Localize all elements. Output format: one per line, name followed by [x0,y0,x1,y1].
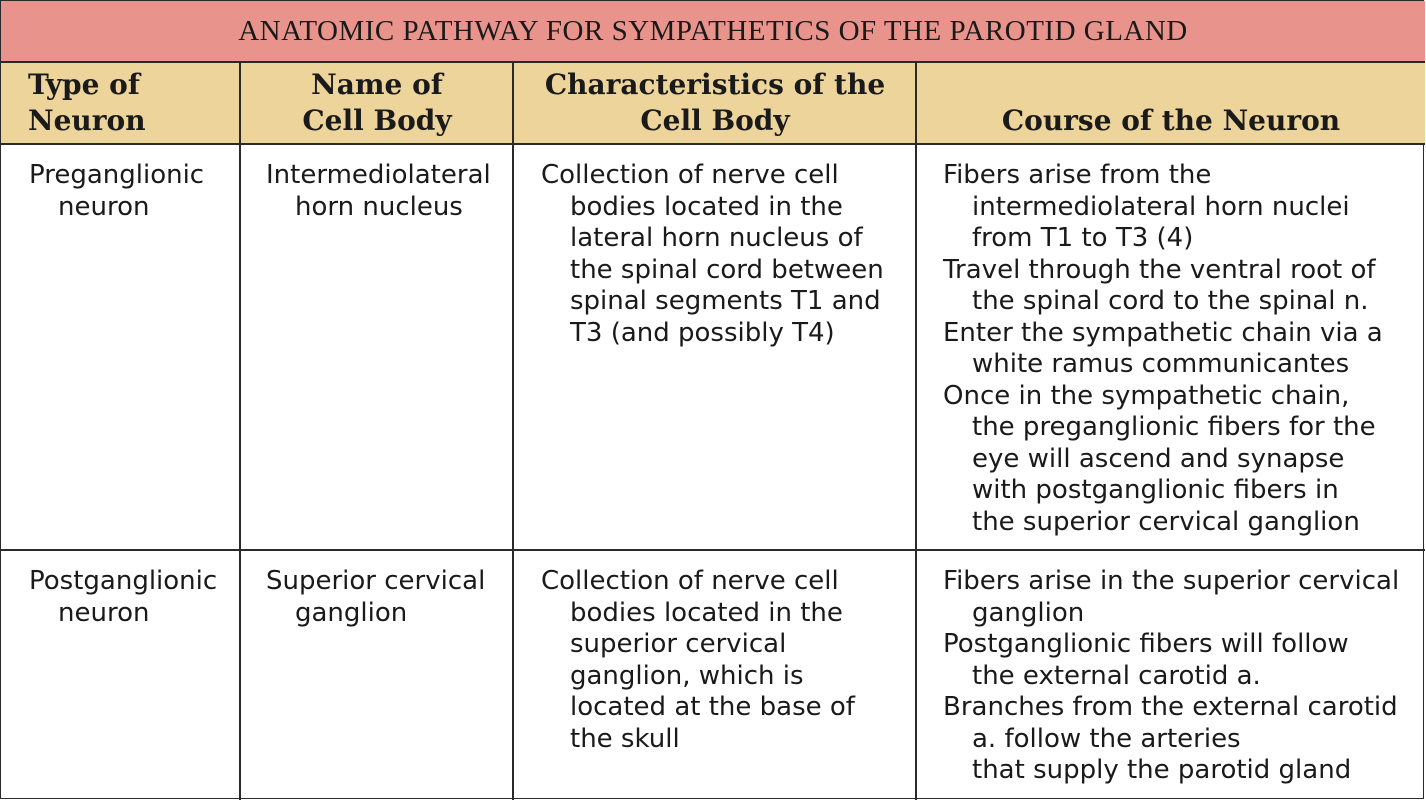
table-title: ANATOMIC PATHWAY FOR SYMPATHETICS OF THE PAROTID GLAND [1,1,1425,63]
cell-line: spinal segments T1 and [570,286,881,316]
cell-line: Preganglionic [29,160,205,190]
cell-line: Postganglionic [29,566,218,596]
cell-line: intermediolateral horn nuclei [972,191,1350,222]
cell-line: the spinal cord to the spinal n. [972,286,1369,316]
cell-line: ganglion [295,597,408,628]
cell-line: Postganglionic fibers will follow [943,629,1349,659]
cell-line: eye will ascend and synapse [972,443,1345,474]
cell-line: neuron [58,191,150,222]
column-divider [512,63,514,800]
cell-line: Fibers arise from the [943,160,1212,190]
cell-line: Collection of nerve cell [541,566,839,596]
cell-line: Fibers arise in the superior cervical [943,566,1400,596]
cell-line: Once in the sympathetic chain, [943,380,1350,411]
cell-line: Intermediolateral [266,160,491,190]
row-divider [1,549,1425,551]
cell-line: Branches from the external carotid [943,692,1398,722]
cell-line: T3 (and possibly T4) [570,317,835,348]
header-type-of-neuron: Type of Neuron [28,68,146,137]
cell-line: bodies located in the [570,597,843,628]
cell-line: that supply the parotid gland [972,755,1352,785]
cell-line: from T1 to T3 (4) [972,223,1194,253]
row1-type-of-neuron [29,160,204,223]
cell-line: the preganglionic fibers for the [972,412,1376,442]
cell-line: neuron [58,597,150,628]
cell-line: the skull [570,723,680,754]
cell-line: Travel through the ventral root of [943,254,1376,285]
column-divider [915,63,917,800]
table-header-row [1,63,1425,145]
header-characteristics: Characteristics of the Cell Body [544,68,886,137]
header-name-of-cell-body: Name of Cell Body [302,68,452,137]
cell-line: Collection of nerve cell [541,160,839,190]
row2-name-of-cell-body [266,566,485,629]
cell-line: located at the base of [570,692,855,722]
header-course-of-neuron: Course of the Neuron [1001,104,1341,137]
cell-line: a. follow the arteries [972,723,1241,754]
row2-type-of-neuron [29,566,217,629]
cell-line: the external carotid a. [972,660,1261,691]
cell-line: ganglion, which is [570,660,804,691]
cell-line: bodies located in the [570,191,843,222]
column-divider [239,63,241,800]
cell-line: ganglion [972,597,1085,628]
row1-characteristics [541,160,884,349]
cell-line: horn nucleus [295,191,463,222]
cell-line: the spinal cord between [570,254,884,285]
row1-name-of-cell-body [266,160,491,223]
cell-line: lateral horn nucleus of [570,223,863,253]
cell-line: superior cervical [570,629,787,659]
cell-line: with postganglionic fibers in [972,475,1339,505]
cell-line: the superior cervical ganglion [972,506,1360,537]
cell-line: Superior cervical [266,566,486,596]
row2-course-of-neuron [943,566,1399,787]
cell-line: white ramus communicantes [972,349,1350,379]
row1-course-of-neuron [943,160,1383,538]
cell-line: Enter the sympathetic chain via a [943,317,1383,348]
row2-characteristics [541,566,855,755]
